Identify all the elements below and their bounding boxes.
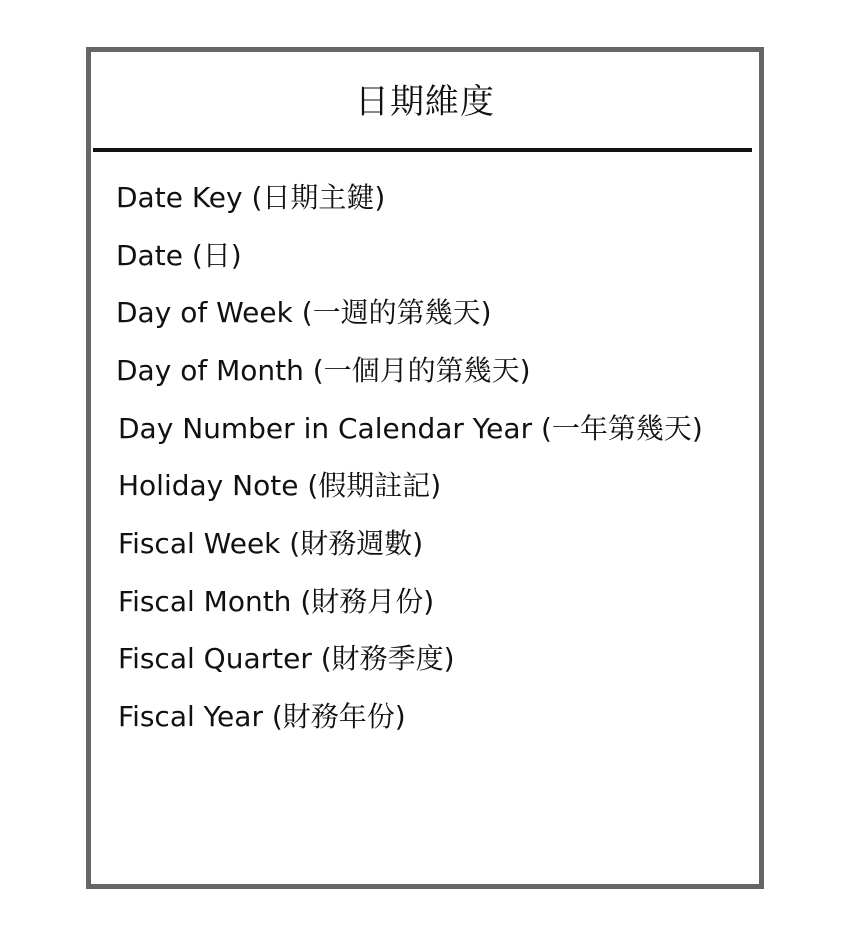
field-day-number-in-calendar-year: Day Number in Calendar Year (一年第幾天) (118, 412, 703, 445)
entity-title: 日期維度 (355, 82, 495, 122)
field-list (91, 52, 759, 884)
field-fiscal-quarter: Fiscal Quarter (財務季度) (118, 642, 455, 675)
field-day-of-week: Day of Week (一週的第幾天) (116, 296, 492, 329)
field-fiscal-year: Fiscal Year (財務年份) (118, 700, 406, 733)
field-day-of-month: Day of Month (一個月的第幾天) (116, 354, 531, 387)
field-date: Date (日) (116, 239, 242, 272)
field-holiday-note: Holiday Note (假期註記) (118, 469, 442, 502)
field-fiscal-week: Fiscal Week (財務週數) (118, 527, 424, 560)
field-date-key: Date Key (日期主鍵) (116, 181, 386, 214)
field-fiscal-month: Fiscal Month (財務月份) (118, 585, 435, 618)
date-dimension-entity (86, 47, 764, 889)
